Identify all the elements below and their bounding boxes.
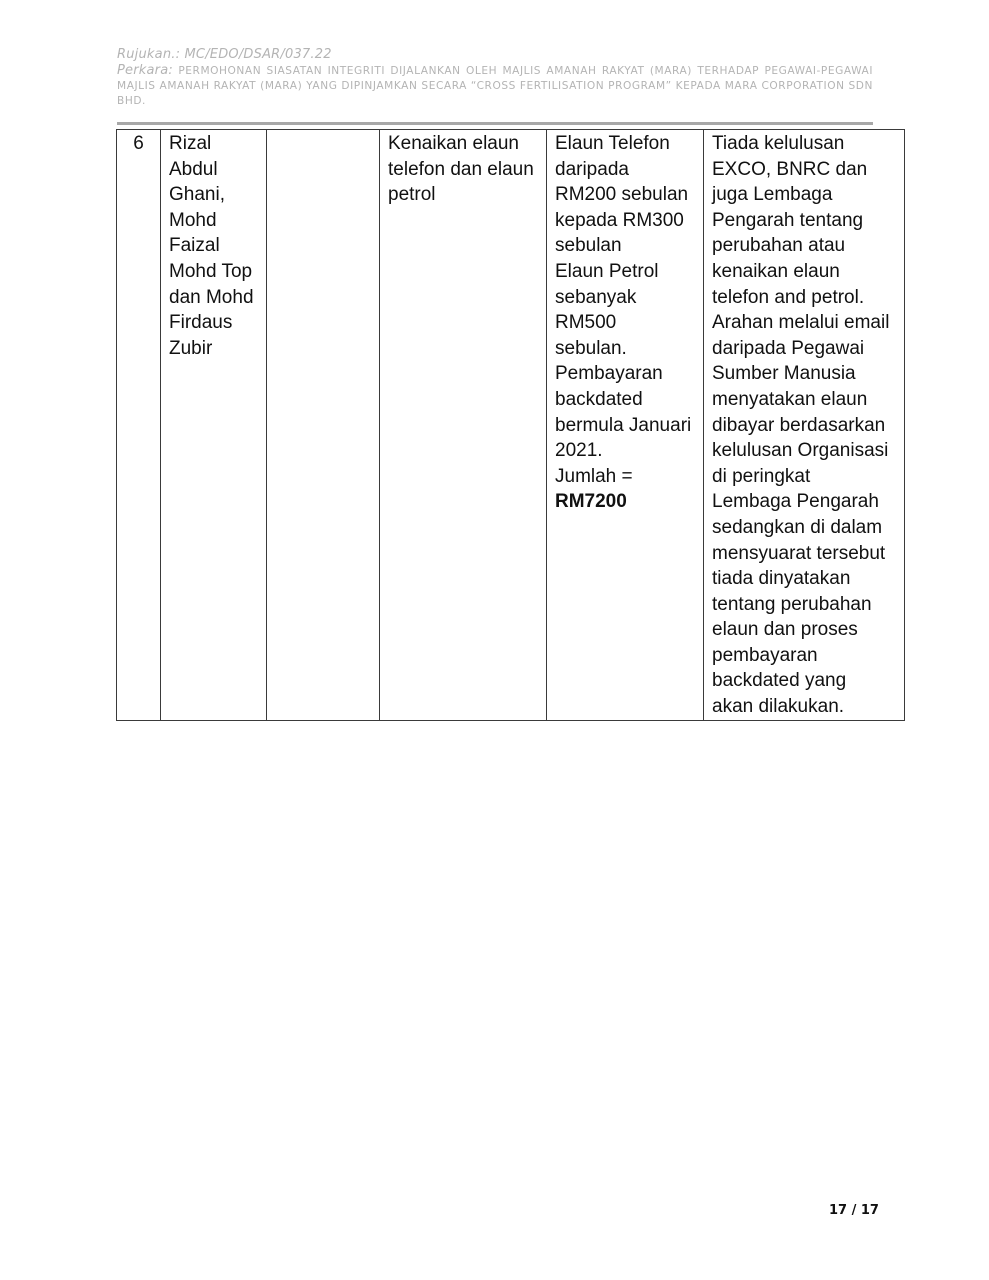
- remarks-line: Tiada kelulusan: [712, 133, 845, 154]
- details-line: bermula Januari: [555, 414, 692, 436]
- details-line: RM200 sebulan: [555, 184, 689, 206]
- remarks-line: sedangkan di dalam: [712, 516, 883, 538]
- details-line: backdated: [555, 388, 643, 410]
- remarks-line: kenaikan elaun: [712, 260, 840, 282]
- reference-number: Rujukan.: MC/EDO/DSAR/037.22: [117, 47, 332, 62]
- row-number: 6: [133, 133, 144, 154]
- subject-label: Perkara:: [117, 63, 173, 78]
- remarks-line: juga Lembaga: [712, 184, 833, 206]
- name-line: Mohd: [169, 209, 217, 231]
- details-line: Jumlah =: [555, 465, 633, 487]
- subject: [117, 63, 873, 109]
- name-line: Faizal: [169, 235, 220, 257]
- names-cell: [161, 130, 267, 721]
- remarks-line: backdated yang: [712, 670, 847, 692]
- details-line: daripada: [555, 158, 629, 180]
- remarks-line: Pengarah tentang: [712, 209, 864, 231]
- issue-line: telefon dan elaun: [388, 158, 534, 180]
- details-text: [555, 131, 695, 489]
- name-line: Mohd Top: [169, 260, 253, 282]
- name-line: Rizal: [169, 133, 212, 154]
- remarks-line: tiada dinyatakan: [712, 568, 851, 590]
- remarks-line: elaun dan proses: [712, 619, 858, 641]
- empty-cell: [267, 130, 380, 721]
- remarks-cell: [704, 130, 905, 721]
- details-line: sebanyak: [555, 286, 637, 308]
- details-line: Pembayaran: [555, 363, 663, 385]
- remarks-line: akan dilakukan.: [712, 696, 845, 718]
- name-line: Abdul: [169, 158, 218, 180]
- names-list: [169, 131, 258, 361]
- remarks-line: pembayaran: [712, 644, 818, 666]
- page-number: 17 / 17: [829, 1203, 879, 1218]
- remarks-line: dibayar berdasarkan: [712, 414, 886, 436]
- issue-text: [388, 131, 538, 208]
- issue-line: petrol: [388, 184, 436, 206]
- details-line: Elaun Telefon: [555, 133, 670, 154]
- name-line: Firdaus: [169, 312, 233, 334]
- name-line: Zubir: [169, 337, 213, 359]
- details-line: sebulan.: [555, 337, 627, 359]
- name-line: dan Mohd: [169, 286, 254, 308]
- remarks-line: telefon and petrol.: [712, 286, 865, 308]
- issue-cell: [380, 130, 547, 721]
- row-number-cell: [117, 130, 161, 721]
- total-amount: RM7200: [555, 491, 627, 513]
- remarks-line: di peringkat: [712, 465, 811, 487]
- remarks-line: Sumber Manusia: [712, 363, 856, 385]
- document-header: [117, 46, 873, 109]
- table-row: [117, 130, 905, 721]
- remarks-line: perubahan atau: [712, 235, 846, 257]
- remarks-line: Lembaga Pengarah: [712, 491, 879, 513]
- remarks-line: kelulusan Organisasi: [712, 440, 889, 462]
- details-line: sebulan: [555, 235, 622, 257]
- details-cell: [547, 130, 704, 721]
- findings-table: [116, 129, 905, 721]
- remarks-line: mensyuarat tersebut: [712, 542, 886, 564]
- header-divider: [117, 122, 873, 125]
- remarks-line: Arahan melalui email: [712, 312, 890, 334]
- details-line: Elaun Petrol: [555, 260, 659, 282]
- details-line: kepada RM300: [555, 209, 684, 231]
- remarks-line: EXCO, BNRC dan: [712, 158, 868, 180]
- issue-line: Kenaikan elaun: [388, 133, 519, 154]
- remarks-line: tentang perubahan: [712, 593, 872, 615]
- remarks-line: daripada Pegawai: [712, 337, 865, 359]
- name-line: Ghani,: [169, 184, 225, 206]
- remarks-text: [712, 131, 896, 720]
- subject-text: PERMOHONAN SIASATAN INTEGRITI DIJALANKAN OLEH MAJLIS AMANAH RAKYAT (MARA) TERHADAP PEGAWAI-PEGAWAI MAJLIS AMANAH RAKYAT (MARA) YANG DIPINJAMKAN SECARA “CROSS FERTILISATION PROGRAM” KEPADA MARA CORPORATION SDN BHD.: [117, 65, 873, 107]
- details-line: 2021.: [555, 440, 603, 462]
- details-line: RM500: [555, 312, 617, 334]
- remarks-line: menyatakan elaun: [712, 388, 868, 410]
